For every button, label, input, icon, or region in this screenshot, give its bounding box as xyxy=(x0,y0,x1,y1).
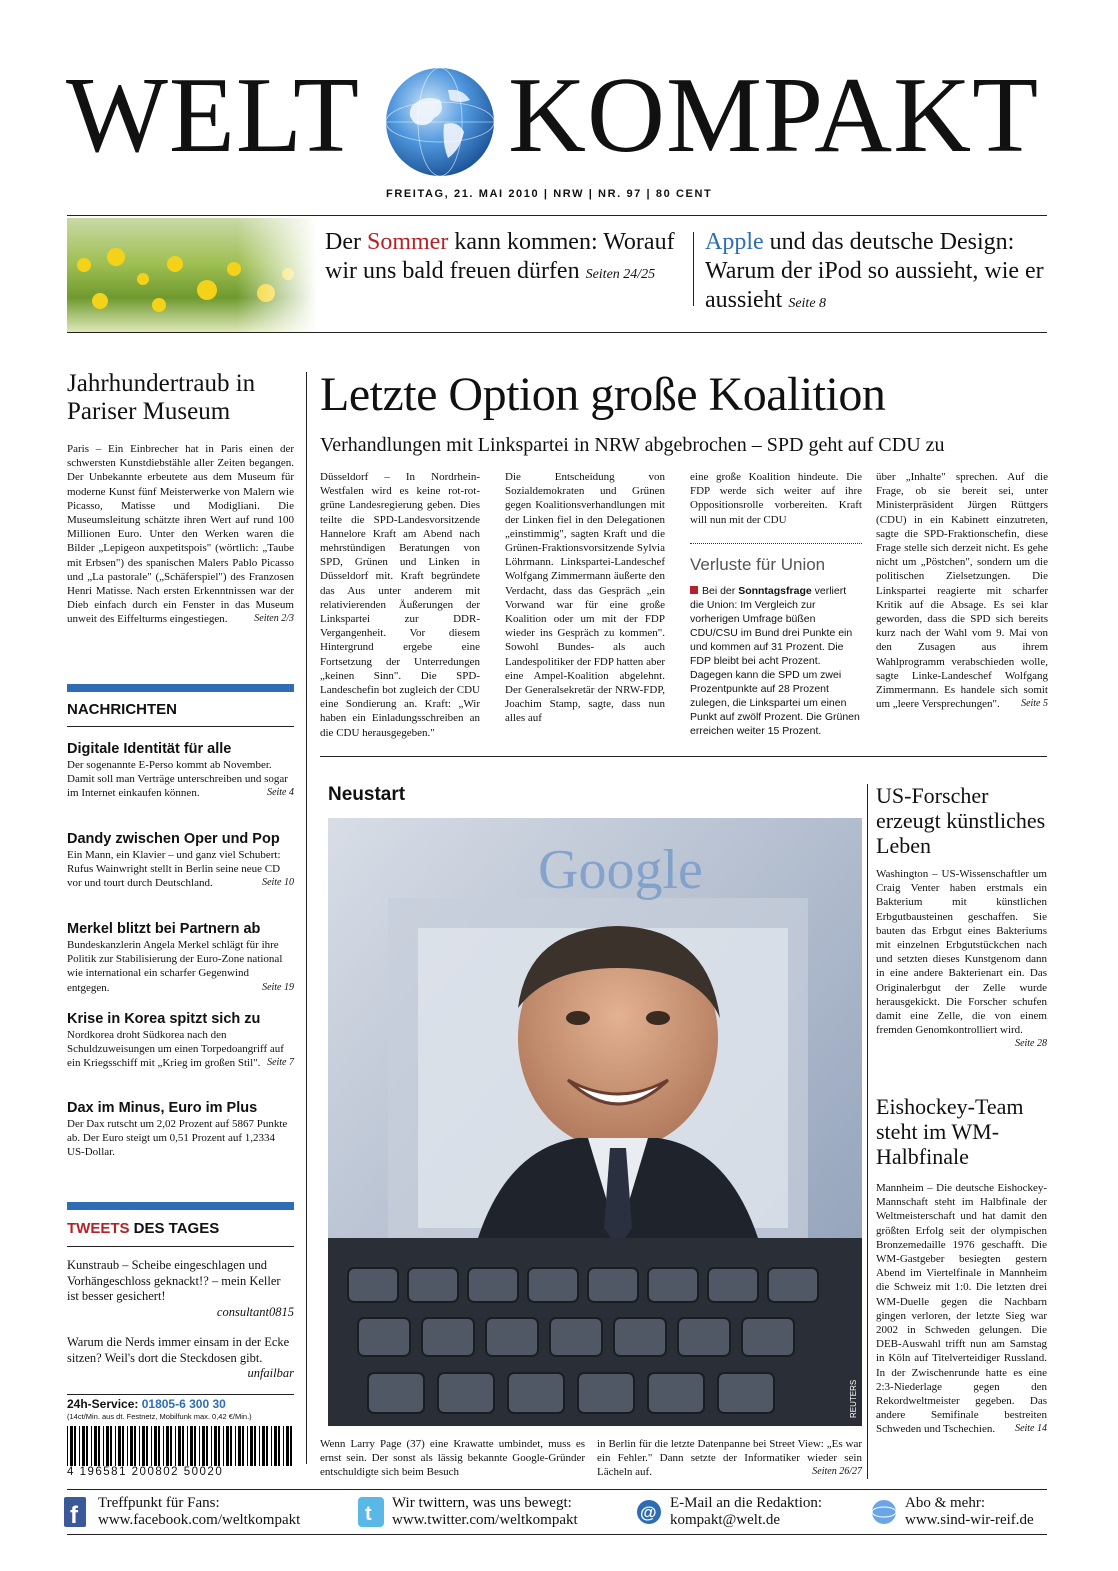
main-subhead: Verhandlungen mit Linkspartei in NRW abgebrochen – SPD geht auf CDU zu xyxy=(320,434,945,456)
divider xyxy=(67,332,1047,333)
barcode xyxy=(67,1426,294,1470)
news-body: Der Dax rutscht um 2,02 Prozent auf 5867 Punkte ab. Der Euro steigt um 0,51 Prozent auf 1,2334 US-Dollar. xyxy=(67,1118,288,1159)
divider xyxy=(67,1246,294,1247)
box-marker xyxy=(690,586,698,594)
footer-facebook[interactable]: f Treffpunkt für Fans: www.facebook.com/weltkompakt xyxy=(98,1495,300,1529)
facebook-icon xyxy=(64,1497,90,1527)
news-body: Bundeskanzlerin Angela Merkel schlägt für ihre Politik zur Stabilisierung der Euro-Zone national wie international ein scharfer Gegenwind entgegen. Seite 19 xyxy=(67,939,294,994)
nachrichten-heading: NACHRICHTEN xyxy=(67,701,177,718)
news-item[interactable] xyxy=(67,830,294,891)
divider xyxy=(320,756,1047,757)
svg-text:t: t xyxy=(365,1503,372,1525)
column-divider xyxy=(867,784,868,1479)
divider xyxy=(67,1394,294,1395)
divider xyxy=(690,543,862,544)
tweet-item: Kunstraub – Scheibe eingeschlagen und Vorhängeschloss geknackt!? – mein Keller ist besser gesichert! consultant0815 xyxy=(67,1258,294,1319)
svg-text:f: f xyxy=(70,1502,78,1527)
divider xyxy=(67,215,1047,216)
divider xyxy=(693,232,694,306)
larry-page-photo[interactable] xyxy=(328,818,862,1426)
divider xyxy=(67,1534,1047,1535)
teaser-page-ref: Seiten 24/25 xyxy=(585,267,656,282)
tweets-heading: TWEETS DES TAGES xyxy=(67,1220,220,1237)
left-story-headline[interactable]: Jahrhundertraub in Pariser Museum xyxy=(67,370,256,425)
divider xyxy=(67,726,294,727)
eishockey-headline[interactable]: Eishockey-Team steht im WM-Halbfinale xyxy=(876,1094,1024,1169)
tweet-item: Warum die Nerds immer einsam in der Ecke sitzen? Weil's dort die Steckdosen gibt. unfailbar xyxy=(67,1335,294,1380)
service-note: (14ct/Min. aus dt. Festnetz, Mobilfunk max. 0,42 €/Min.) xyxy=(67,1412,252,1421)
column-divider xyxy=(306,372,307,1464)
us-story-headline[interactable]: US-Forscher erzeugt künstliches Leben xyxy=(876,783,1046,858)
service-number: 01805-6 300 30 xyxy=(141,1397,226,1411)
news-title: Merkel blitzt bei Partnern ab xyxy=(67,921,261,937)
teaser-summer[interactable]: Der Sommer kann kommen: Worauf wir uns bald freuen dürfen Seiten 24/25 xyxy=(325,229,675,284)
news-item[interactable] xyxy=(67,740,294,801)
eishockey-body: Mannheim – Die deutsche Eishockey-Mannschaft steht im Halbfinale der Weltmeisterschaft und hat damit den größten Erfolg seit der olympischen Bronzemedaille 1976 geschafft. Die WM-Gastgeber besiegten gestern Abend im Viertelfinale in Mannheim die Schweiz mit 1:0. Die letzten drei WM-Duelle gegen die Nachbarn gingen verloren, der letzte Sieg war 2002 in Schweden gelungen. Die DEB-Auswahl trifft nun am Samstag in Köln auf Titelverteidiger Russland. In der Zwischenrunde hatte es eine 2:3-Niederlage gegen den Rekordweltmeister gegeben. Das andere Semifinale bestreiten Schweden und Tschechien. Seite 14 xyxy=(876,1182,1047,1436)
news-body: Der sogenannte E-Perso kommt ab November. Damit soll man Verträge unterschreiben und sogar im Internet einkaufen können. Seite 4 xyxy=(67,759,294,800)
news-title: Dandy zwischen Oper und Pop xyxy=(67,831,280,847)
news-title: Krise in Korea spitzt sich zu xyxy=(67,1011,261,1027)
box-headline: Verluste für Union xyxy=(690,555,826,574)
footer-abo[interactable]: Abo & mehr: www.sind-wir-reif.de xyxy=(905,1495,1034,1529)
photo-caption-right: in Berlin für die letzte Datenpanne bei Street View: „Es war ein Fehler." Dann setzte der Informatiker wieder sein Lächeln auf. Seiten 26/27 xyxy=(597,1438,862,1479)
main-story-col2: Die Entscheidung von Sozialdemokraten und Grünen gegen Koalitionsverhandlungen mit der Linken fiel in den Delegationen „einstimmig", sagten Kraft und die Grünen-Fraktionsvorsitzende Sylvia Löhrmann. Linkspartei-Landeschef Wolfgang Zimmermann äußerte den Verdacht, dass das Gespräch „ein Vorwand war für eine große Koalition oder um mit der FDP wieder ins Gespräch zu kommen". Sowohl Bundes- als auch Landespolitiker der FDP hatten aber eine Ampel-Koalition abgelehnt. Der Generalsekretär der NRW-FDP, Joachim Stamp, sagte, dass nun alles auf xyxy=(505,471,665,725)
news-body: Ein Mann, ein Klavier – und ganz viel Schubert: Rufus Wainwright stellt in Berlin seine neue CD vor und tourt durch Deutschland. Seite 10 xyxy=(67,849,294,890)
teaser-apple[interactable]: Apple und das deutsche Design: Warum der iPod so aussieht, wie er aussieht Seite 8 xyxy=(705,229,1044,313)
section-bar xyxy=(67,684,294,692)
dateline: FREITAG, 21. MAI 2010 | NRW | NR. 97 | 80 CENT xyxy=(386,188,713,200)
barcode-numbers: 4 196581 200802 50020 xyxy=(67,1466,224,1478)
teaser-accent-sommer: Sommer xyxy=(366,229,449,255)
teaser-accent-apple: Apple xyxy=(705,229,764,255)
globe-icon xyxy=(871,1497,897,1527)
photo-credit: REUTERS xyxy=(849,1379,858,1418)
service-line: 24h-Service: 01805-6 300 30 xyxy=(67,1397,226,1411)
photo-kicker: Neustart xyxy=(328,784,406,805)
main-headline[interactable]: Letzte Option große Koalition xyxy=(320,368,886,421)
footer-twitter[interactable]: t Wir twittern, was uns bewegt: www.twitter.com/weltkompakt xyxy=(392,1495,578,1529)
google-logo-text: Google xyxy=(538,839,703,901)
divider xyxy=(67,1489,1047,1490)
box-body: Bei der Sonntagsfrage verliert die Union: Im Vergleich zur vorherigen Umfrage büßen CDU/CSU im Bund drei Punkte ein und kommen auf 31 Prozent. Die FDP bleibt bei acht Prozent. Dagegen kann die SPD um zwei Prozentpunkte auf 28 Prozent zulegen, die Linkspartei um einen Punkt auf zwölf Prozent. Die Grünen erreichen weiter 15 Prozent. xyxy=(690,585,860,737)
summer-flower-image xyxy=(67,218,317,332)
photo-caption-left: Wenn Larry Page (37) eine Krawatte umbindet, muss es ernst sein. Der sonst als lässig bekannte Google-Gründer entschuldigte sich beim Besuch xyxy=(320,1438,585,1479)
us-story-body: Washington – US-Wissenschaftler um Craig Venter haben erstmals ein Bakterium mit künstlichen Erbgutbausteinen geschaffen. Sie bauten das Erbgut eines Bakteriums mit einzelnen Erbgutstückchen nach und setzten dieses Kunstgenom dann in eine andere Bakterienart ein. Das Originalerbgut der Zelle wurde herausgekickt. Die Forscher schufen damit eine Zelle, die von einem fremden Genomkontrolliert wird. Seite 28 xyxy=(876,868,1047,1050)
svg-text:@: @ xyxy=(640,1503,657,1522)
news-item[interactable] xyxy=(67,1099,294,1160)
masthead-kompakt: KOMPAKT xyxy=(508,56,1040,175)
news-title: Dax im Minus, Euro im Plus xyxy=(67,1100,258,1116)
tweet-author: consultant0815 xyxy=(216,1304,294,1319)
main-story-col1: Düsseldorf – In Nordrhein-Westfalen wird es keine rot-rot-grüne Landesregierung geben. Dies teilte die SPD-Landesvorsitzende Hannelore Kraft am Abend nach mehrstündigen Beratungen von SPD, Grünen und Linken in Düsseldorf mit. Kraft begründete das Aus unter anderem mit relativierenden Äußerungen der Linkspartei zur DDR-Vergangenheit. Vor diesem Hintergrund ergebe eine Fortsetzung der Unterredungen „keinen Sinn". Die SPD-Landeschefin bot zugleich der CDU eine Sondierung an. Kraft: „Wir haben ein Einladungsschreiben an die CDU herausgegeben." xyxy=(320,471,480,739)
main-story-col4: über „Inhalte" sprechen. Auf die Frage, ob sie bereit sei, unter Ministerpräsident Jürgen Rüttgers (CDU) in ein Kabinett einzutreten, sagte die SPD-Fraktionschefin, diese Frage stelle sich derzeit nicht. Es gehe nicht um „Pöstchen", sondern um die politischen Zielsetzungen. Die Linkspartei reagierte mit scharfer Kritik auf die Absage. Es sei klar geworden, dass die SPD sich bereits kurz nach der Wahl vom 9. Mai von den Zusagen aus ihrem Wahlprogramm verabschieden wolle, sagte Linke-Landeschef Wolfgang Zimmermann. Es handele sich somit um „leere Versprechungen". Seite 5 xyxy=(876,471,1048,711)
news-item[interactable] xyxy=(67,920,294,995)
masthead-welt: WELT xyxy=(66,56,360,175)
teaser-page-ref: Seite 8 xyxy=(788,296,827,311)
news-body: Nordkorea droht Südkorea nach den Schuldzuweisungen um einen Torpedoangriff auf ein Kriegsschiff mit „Krieg im großen Stil". Seite 7 xyxy=(67,1029,294,1070)
left-story-body: Paris – Ein Einbrecher hat in Paris einen der schwersten Kunstdiebstähle aller Zeiten begangen. Der Unbekannte erbeutete aus dem Museum für moderne Kunst fünf Meisterwerke von Malern wie Picasso, Matisse und Modigliani. Die Museumsleitung schätzte ihren Wert auf rund 100 Millionen Euro. Unter den Werken waren die Bilder „Lepigeon auxpetitspois" (wörtlich: „Taube mit Erbsen") des spanischen Malers Pablo Picasso und „La pastorale" („Schäferspiel") des Franzosen Henri Matisse. Nach ersten Erkenntnissen war der Dieb einfach durch ein Fenster in das Museum unweit des Eiffelturms eingestiegen. Seiten 2/3 xyxy=(67,443,294,626)
globe-logo-icon xyxy=(384,66,496,178)
page-ref: Seiten 2/3 xyxy=(254,613,294,625)
tweet-author: unfailbar xyxy=(247,1366,294,1380)
twitter-icon xyxy=(358,1497,384,1527)
news-title: Digitale Identität für alle xyxy=(67,741,232,757)
main-story-col3: eine große Koalition hindeute. Die FDP werde sich weiter auf ihre Oppositionsrolle vorbereiten. Kraft will nun mit der CDU xyxy=(690,471,862,526)
news-item[interactable] xyxy=(67,1010,294,1071)
footer-email[interactable]: @ E-Mail an die Redaktion: kompakt@welt.de xyxy=(670,1495,822,1529)
email-icon xyxy=(636,1497,662,1527)
section-bar xyxy=(67,1202,294,1210)
